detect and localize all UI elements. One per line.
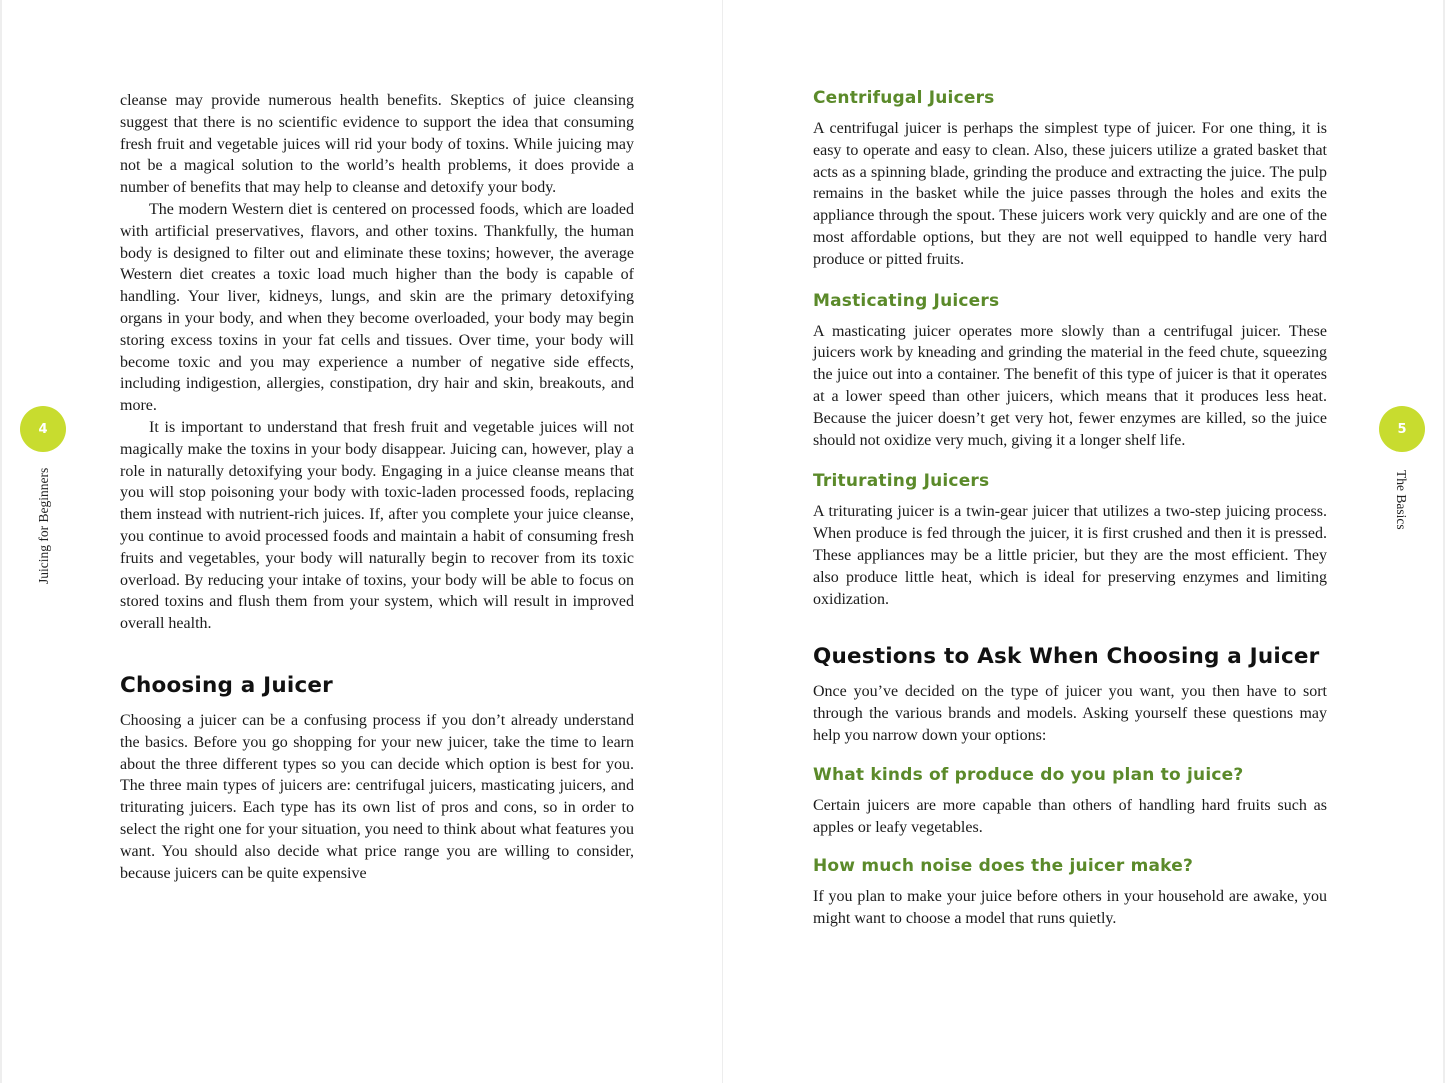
left-page-edge bbox=[0, 0, 2, 1083]
paragraph-produce-answer: Certain juicers are more capable than others of handling hard fruits such as apples or leafy vegetables. bbox=[813, 796, 1327, 836]
heading-centrifugal-juicers: Centrifugal Juicers bbox=[813, 88, 995, 108]
book-gutter bbox=[722, 0, 723, 1083]
paragraph-cleanse-continued: cleanse may provide numerous health benefits. Skeptics of juice cleansing suggest that there is no scientific evidence to support the idea that consuming fresh fruit and vegetable juices will rid your body of toxins. While juicing may not be a magical solution to the world’s health problems, it does provide a number of benefits that may help to cleanse and detoxify your body. bbox=[120, 92, 634, 197]
page-number-left: 4 bbox=[38, 421, 48, 437]
page-number-badge-right bbox=[1379, 406, 1425, 452]
page-number-badge-left bbox=[20, 406, 66, 452]
paragraph-juice-detox: It is important to understand that fresh fruit and vegetable juices will not magically make the toxins in your body disappear. Juicing can, however, play a role in naturally detoxifying your body. Engaging in a juice cleanse means that you will stop poisoning your body with toxic-laden processed foods, replacing them instead with nutrient-rich juices. If, after you complete your juice cleanse, you continue to avoid processed foods and maintain a habit of consuming fresh fruits and vegetables, your body will naturally begin to recover from its toxic overload. By reducing your intake of toxins, your body will be able to focus on stored toxins and flush them from your system, which will result in improved overall health. bbox=[120, 418, 634, 633]
page-number-right: 5 bbox=[1397, 421, 1407, 437]
paragraph-noise-answer: If you plan to make your juice before others in your household are awake, you might want to choose a model that runs quietly. bbox=[813, 888, 1327, 928]
paragraph-western-diet: The modern Western diet is centered on processed foods, which are loaded with artificial preservatives, flavors, and other toxins. Thankfully, the human body is designed to filter out and eliminate these toxins; however, the average Western diet creates a toxic load much higher than the body is capable of handling. Your liver, kidneys, lungs, and skin are the primary detoxifying organs in your body, and when they become overloaded, your body may begin storing excess toxins in your fat cells and tissues. Over time, your body will become toxic and you may experience a number of negative side effects, including indigestion, allergies, constipation, dry hair and skin, breakouts, and more. bbox=[120, 200, 634, 415]
running-head-right: The Basics bbox=[1394, 470, 1409, 530]
paragraph-triturating: A triturating juicer is a twin-gear juicer that utilizes a two-step juicing process. When produce is fed through the juicer, it is first crushed and then it is pressed. These appliances may be a little pricier, but they are the most efficient. They also produce little heat, which is ideal for preserving enzymes and limiting oxidization. bbox=[813, 503, 1327, 608]
heading-triturating-juicers: Triturating Juicers bbox=[813, 471, 990, 492]
heading-choosing-a-juicer: Choosing a Juicer bbox=[120, 672, 333, 698]
heading-produce-question: What kinds of produce do you plan to juice? bbox=[813, 764, 1244, 785]
heading-noise-question: How much noise does the juicer make? bbox=[813, 856, 1194, 877]
paragraph-questions-intro: Once you’ve decided on the type of juicer you want, you then have to sort through the various brands and models. Asking yourself these questions may help you narrow down your options: bbox=[813, 683, 1327, 744]
paragraph-centrifugal: A centrifugal juicer is perhaps the simplest type of juicer. For one thing, it is easy to operate and easy to clean. Also, these juicers utilize a grated basket that acts as a spinning blade, grinding the produce and extracting the juice. The pulp remains in the basket while the juice passes through the holes and exits the appliance through the spout. These juicers work very quickly and are one of the most affordable options, but they are not well equipped to handle very hard produce or pitted fruits. bbox=[813, 120, 1327, 268]
right-page-text-column bbox=[813, 88, 1327, 930]
paragraph-choosing-juicer: Choosing a juicer can be a confusing process if you don’t already understand the basics. Before you go shopping for your new juicer, take the time to learn about the three different types so you can decide which option is best for you. The three main types of juicers are: centrifugal juicers, masticating juicers, and triturating juicers. Each type has its own list of pros and cons, so in order to select the right one for your situation, you need to think about what features you want. You should also decide what price range you are willing to consider, because juicers can be quite expensive bbox=[120, 711, 634, 882]
paragraph-masticating: A masticating juicer operates more slowly than a centrifugal juicer. These juicers work by kneading and grinding the material in the feed chute, squeezing the juice out into a container. The benefit of this type of juicer is that it operates at a lower speed than other juicers, which means that it produces less heat. Because the juicer doesn’t get very hot, fewer enzymes are killed, so the juice should not oxidize very much, giving it a longer shelf life. bbox=[813, 322, 1327, 449]
left-page-text-column bbox=[120, 90, 634, 884]
heading-masticating-juicers: Masticating Juicers bbox=[813, 290, 1000, 311]
heading-questions: Questions to Ask When Choosing a Juicer bbox=[813, 644, 1320, 670]
running-head-left: Juicing for Beginners bbox=[36, 467, 51, 584]
